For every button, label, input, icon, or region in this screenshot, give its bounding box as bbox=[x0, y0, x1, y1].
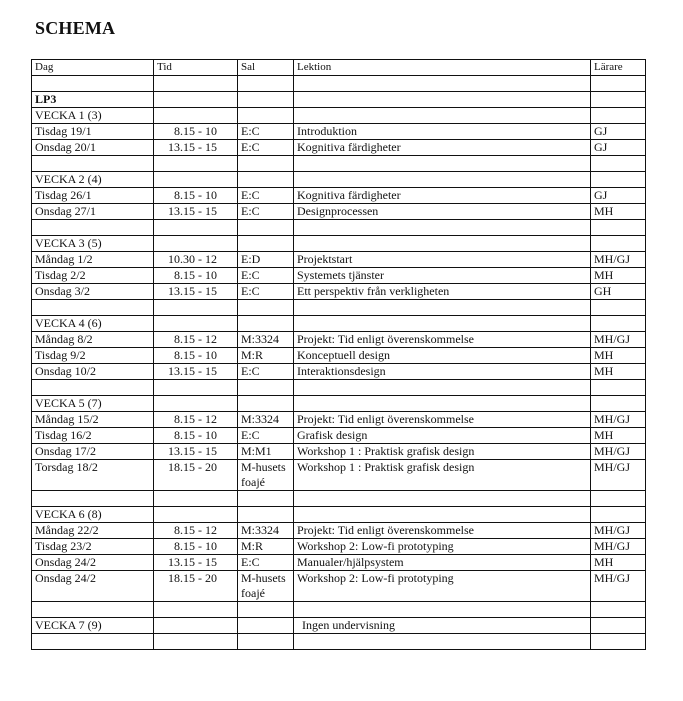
empty-cell bbox=[238, 602, 294, 618]
session-time: 13.15 - 15 bbox=[154, 444, 238, 460]
session-time: 8.15 - 12 bbox=[154, 412, 238, 428]
session-room: M:M1 bbox=[238, 444, 294, 460]
session-row bbox=[32, 204, 646, 220]
session-row bbox=[32, 252, 646, 268]
empty-cell bbox=[591, 76, 646, 92]
session-teacher: MH/GJ bbox=[591, 571, 646, 602]
empty-cell bbox=[32, 300, 154, 316]
session-room: M:R bbox=[238, 348, 294, 364]
session-room: M:3324 bbox=[238, 332, 294, 348]
empty-cell bbox=[238, 76, 294, 92]
empty-cell bbox=[154, 491, 238, 507]
session-teacher: GJ bbox=[591, 124, 646, 140]
empty-cell bbox=[591, 156, 646, 172]
session-row bbox=[32, 555, 646, 571]
empty-cell bbox=[238, 618, 294, 634]
session-row bbox=[32, 428, 646, 444]
week-row bbox=[32, 618, 646, 634]
session-teacher: MH bbox=[591, 268, 646, 284]
session-lesson: Workshop 1 : Praktisk grafisk design bbox=[294, 444, 591, 460]
empty-cell bbox=[591, 92, 646, 108]
header-row bbox=[32, 60, 646, 76]
session-day: Onsdag 17/2 bbox=[32, 444, 154, 460]
empty-cell bbox=[32, 220, 154, 236]
empty-cell bbox=[591, 618, 646, 634]
week-row bbox=[32, 236, 646, 252]
session-day: Onsdag 24/2 bbox=[32, 555, 154, 571]
spacer-row bbox=[32, 220, 646, 236]
empty-cell bbox=[32, 602, 154, 618]
session-time: 10.30 - 12 bbox=[154, 252, 238, 268]
empty-cell bbox=[154, 108, 238, 124]
spacer-row bbox=[32, 602, 646, 618]
session-teacher: MH/GJ bbox=[591, 332, 646, 348]
empty-cell bbox=[154, 172, 238, 188]
session-time: 13.15 - 15 bbox=[154, 555, 238, 571]
session-teacher: MH/GJ bbox=[591, 252, 646, 268]
empty-cell bbox=[294, 491, 591, 507]
empty-cell bbox=[32, 380, 154, 396]
spacer-row bbox=[32, 491, 646, 507]
session-lesson: Projekt: Tid enligt överenskommelse bbox=[294, 332, 591, 348]
empty-cell bbox=[294, 156, 591, 172]
empty-cell bbox=[591, 491, 646, 507]
empty-cell bbox=[154, 316, 238, 332]
session-day: Måndag 8/2 bbox=[32, 332, 154, 348]
session-row bbox=[32, 284, 646, 300]
empty-cell bbox=[32, 634, 154, 650]
session-teacher: MH/GJ bbox=[591, 523, 646, 539]
session-lesson: Manualer/hjälpsystem bbox=[294, 555, 591, 571]
empty-cell bbox=[154, 380, 238, 396]
session-row bbox=[32, 571, 646, 602]
empty-cell bbox=[294, 172, 591, 188]
session-lesson: Grafisk design bbox=[294, 428, 591, 444]
empty-cell bbox=[238, 220, 294, 236]
session-teacher: MH/GJ bbox=[591, 444, 646, 460]
session-day: Tisdag 19/1 bbox=[32, 124, 154, 140]
empty-cell bbox=[294, 507, 591, 523]
session-day: Måndag 22/2 bbox=[32, 523, 154, 539]
empty-cell bbox=[294, 316, 591, 332]
header-teacher: Lärare bbox=[591, 60, 646, 76]
session-time: 8.15 - 12 bbox=[154, 332, 238, 348]
empty-cell bbox=[32, 156, 154, 172]
empty-cell bbox=[591, 300, 646, 316]
session-lesson: Workshop 2: Low-fi prototyping bbox=[294, 539, 591, 555]
week-row bbox=[32, 507, 646, 523]
empty-cell bbox=[154, 634, 238, 650]
empty-cell bbox=[238, 108, 294, 124]
session-room: E:C bbox=[238, 204, 294, 220]
session-time: 13.15 - 15 bbox=[154, 364, 238, 380]
empty-cell bbox=[294, 396, 591, 412]
week-label: VECKA 7 (9) bbox=[32, 618, 154, 634]
session-teacher: MH bbox=[591, 555, 646, 571]
spacer-row bbox=[32, 300, 646, 316]
empty-cell bbox=[294, 92, 591, 108]
session-room: E:C bbox=[238, 124, 294, 140]
session-row bbox=[32, 523, 646, 539]
session-teacher: GJ bbox=[591, 140, 646, 156]
empty-cell bbox=[238, 236, 294, 252]
session-lesson: Kognitiva färdigheter bbox=[294, 188, 591, 204]
session-time: 8.15 - 10 bbox=[154, 124, 238, 140]
session-time: 18.15 - 20 bbox=[154, 571, 238, 602]
header-room: Sal bbox=[238, 60, 294, 76]
empty-cell bbox=[32, 76, 154, 92]
week-label: VECKA 2 (4) bbox=[32, 172, 154, 188]
empty-cell bbox=[294, 76, 591, 92]
empty-cell bbox=[154, 220, 238, 236]
session-row bbox=[32, 460, 646, 491]
empty-cell bbox=[591, 172, 646, 188]
empty-cell bbox=[154, 156, 238, 172]
term-row bbox=[32, 92, 646, 108]
empty-cell bbox=[154, 92, 238, 108]
session-room: M:3324 bbox=[238, 412, 294, 428]
empty-cell bbox=[591, 380, 646, 396]
session-room: E:C bbox=[238, 555, 294, 571]
empty-cell bbox=[154, 236, 238, 252]
empty-cell bbox=[32, 491, 154, 507]
header-time: Tid bbox=[154, 60, 238, 76]
header-day: Dag bbox=[32, 60, 154, 76]
session-lesson: Projekt: Tid enligt överenskommelse bbox=[294, 523, 591, 539]
empty-cell bbox=[238, 396, 294, 412]
session-day: Onsdag 10/2 bbox=[32, 364, 154, 380]
session-row bbox=[32, 268, 646, 284]
session-row bbox=[32, 124, 646, 140]
spacer-row bbox=[32, 156, 646, 172]
session-day: Onsdag 24/2 bbox=[32, 571, 154, 602]
session-room: M-husets foajé bbox=[238, 460, 294, 491]
session-day: Måndag 15/2 bbox=[32, 412, 154, 428]
session-lesson: Kognitiva färdigheter bbox=[294, 140, 591, 156]
session-lesson: Designprocessen bbox=[294, 204, 591, 220]
session-time: 13.15 - 15 bbox=[154, 284, 238, 300]
session-teacher: GJ bbox=[591, 188, 646, 204]
empty-cell bbox=[294, 300, 591, 316]
session-row bbox=[32, 539, 646, 555]
session-room: E:C bbox=[238, 364, 294, 380]
session-lesson: Interaktionsdesign bbox=[294, 364, 591, 380]
session-day: Tisdag 16/2 bbox=[32, 428, 154, 444]
session-time: 8.15 - 10 bbox=[154, 188, 238, 204]
session-room: E:C bbox=[238, 428, 294, 444]
session-teacher: MH/GJ bbox=[591, 412, 646, 428]
session-lesson: Systemets tjänster bbox=[294, 268, 591, 284]
empty-cell bbox=[238, 491, 294, 507]
week-label: VECKA 6 (8) bbox=[32, 507, 154, 523]
week-row bbox=[32, 172, 646, 188]
empty-cell bbox=[294, 602, 591, 618]
session-row bbox=[32, 332, 646, 348]
session-time: 13.15 - 15 bbox=[154, 204, 238, 220]
empty-cell bbox=[591, 507, 646, 523]
empty-cell bbox=[591, 634, 646, 650]
week-label: VECKA 3 (5) bbox=[32, 236, 154, 252]
empty-cell bbox=[591, 236, 646, 252]
session-day: Tisdag 23/2 bbox=[32, 539, 154, 555]
empty-cell bbox=[154, 396, 238, 412]
session-time: 8.15 - 10 bbox=[154, 348, 238, 364]
session-day: Torsdag 18/2 bbox=[32, 460, 154, 491]
empty-cell bbox=[591, 396, 646, 412]
session-lesson: Projekt: Tid enligt överenskommelse bbox=[294, 412, 591, 428]
session-room: E:C bbox=[238, 268, 294, 284]
session-teacher: MH bbox=[591, 364, 646, 380]
empty-cell bbox=[238, 300, 294, 316]
empty-cell bbox=[294, 220, 591, 236]
empty-cell bbox=[294, 634, 591, 650]
session-room: E:C bbox=[238, 284, 294, 300]
session-lesson: Projektstart bbox=[294, 252, 591, 268]
spacer-row bbox=[32, 76, 646, 92]
week-row bbox=[32, 396, 646, 412]
session-row bbox=[32, 412, 646, 428]
week-row bbox=[32, 108, 646, 124]
schedule-table bbox=[31, 59, 646, 650]
empty-cell bbox=[294, 108, 591, 124]
session-day: Tisdag 26/1 bbox=[32, 188, 154, 204]
session-room: E:C bbox=[238, 140, 294, 156]
session-row bbox=[32, 140, 646, 156]
session-time: 18.15 - 20 bbox=[154, 460, 238, 491]
session-day: Onsdag 27/1 bbox=[32, 204, 154, 220]
session-teacher: MH/GJ bbox=[591, 539, 646, 555]
empty-cell bbox=[294, 236, 591, 252]
session-teacher: GH bbox=[591, 284, 646, 300]
session-day: Tisdag 2/2 bbox=[32, 268, 154, 284]
session-room: M:3324 bbox=[238, 523, 294, 539]
session-day: Onsdag 3/2 bbox=[32, 284, 154, 300]
term-label: LP3 bbox=[32, 92, 154, 108]
session-row bbox=[32, 364, 646, 380]
empty-cell bbox=[238, 92, 294, 108]
session-teacher: MH bbox=[591, 204, 646, 220]
session-room: M:R bbox=[238, 539, 294, 555]
schedule-body bbox=[32, 76, 646, 650]
session-row bbox=[32, 348, 646, 364]
empty-cell bbox=[154, 507, 238, 523]
session-room: E:D bbox=[238, 252, 294, 268]
empty-cell bbox=[591, 108, 646, 124]
empty-cell bbox=[238, 634, 294, 650]
session-row bbox=[32, 444, 646, 460]
session-lesson: Ett perspektiv från verkligheten bbox=[294, 284, 591, 300]
empty-cell bbox=[154, 602, 238, 618]
session-room: M-husets foajé bbox=[238, 571, 294, 602]
week-label: VECKA 4 (6) bbox=[32, 316, 154, 332]
spacer-row bbox=[32, 380, 646, 396]
session-lesson: Workshop 1 : Praktisk grafisk design bbox=[294, 460, 591, 491]
empty-cell bbox=[154, 76, 238, 92]
session-time: 8.15 - 10 bbox=[154, 268, 238, 284]
week-label: VECKA 1 (3) bbox=[32, 108, 154, 124]
session-time: 8.15 - 10 bbox=[154, 539, 238, 555]
header-lesson: Lektion bbox=[294, 60, 591, 76]
session-time: 8.15 - 12 bbox=[154, 523, 238, 539]
empty-cell bbox=[238, 316, 294, 332]
empty-cell bbox=[238, 507, 294, 523]
empty-cell bbox=[238, 380, 294, 396]
session-day: Tisdag 9/2 bbox=[32, 348, 154, 364]
session-row bbox=[32, 188, 646, 204]
week-note: Ingen undervisning bbox=[294, 618, 591, 634]
empty-cell bbox=[238, 172, 294, 188]
empty-cell bbox=[591, 220, 646, 236]
empty-cell bbox=[591, 316, 646, 332]
session-teacher: MH bbox=[591, 348, 646, 364]
session-time: 8.15 - 10 bbox=[154, 428, 238, 444]
empty-cell bbox=[294, 380, 591, 396]
session-lesson: Introduktion bbox=[294, 124, 591, 140]
session-teacher: MH/GJ bbox=[591, 460, 646, 491]
session-lesson: Konceptuell design bbox=[294, 348, 591, 364]
session-room: E:C bbox=[238, 188, 294, 204]
week-label: VECKA 5 (7) bbox=[32, 396, 154, 412]
empty-cell bbox=[154, 300, 238, 316]
session-lesson: Workshop 2: Low-fi prototyping bbox=[294, 571, 591, 602]
page-title: SCHEMA bbox=[35, 18, 116, 38]
empty-cell bbox=[238, 156, 294, 172]
session-time: 13.15 - 15 bbox=[154, 140, 238, 156]
empty-cell bbox=[591, 602, 646, 618]
session-day: Måndag 1/2 bbox=[32, 252, 154, 268]
empty-cell bbox=[154, 618, 238, 634]
session-teacher: MH bbox=[591, 428, 646, 444]
session-day: Onsdag 20/1 bbox=[32, 140, 154, 156]
week-row bbox=[32, 316, 646, 332]
spacer-row bbox=[32, 634, 646, 650]
